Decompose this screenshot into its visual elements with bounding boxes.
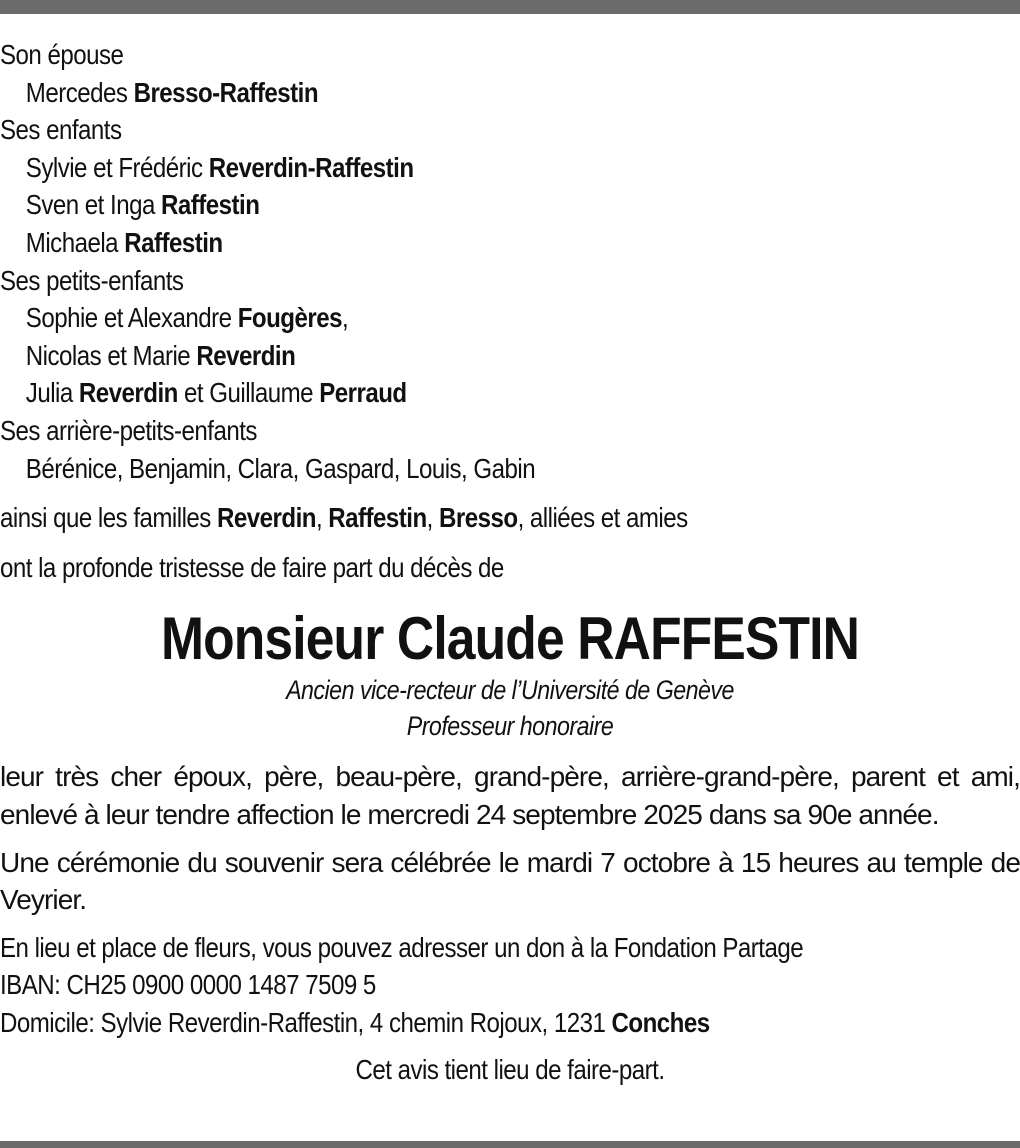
tribute-paragraph: leur très cher époux, père, beau-père, grand-père, arrière-grand-père, parent et ami, enlevé à leur tendre affection le mercredi 24 septembre 2025 dans sa 90e année. — [0, 761, 1020, 830]
deceased-title-2: Professeur honoraire — [406, 711, 614, 742]
families-line: ainsi que les familles Reverdin, Raffestin, Bresso, alliées et amies — [0, 502, 688, 534]
grandchildren-heading: Ses petits-enfants — [0, 264, 184, 296]
child-entry: Sven et Inga Raffestin — [25, 189, 260, 221]
announcement-line: ont la profonde tristesse de faire part du décès de — [0, 551, 504, 583]
bottom-rule — [0, 1141, 1020, 1148]
deceased-title-1: Ancien vice-recteur de l’Université de Genève — [286, 675, 734, 706]
closing-line: Cet avis tient lieu de faire-part. — [355, 1054, 665, 1086]
iban-line: IBAN: CH25 0900 0000 1487 7509 5 — [0, 969, 376, 1001]
spouse-heading: Son épouse — [0, 39, 124, 70]
donation-line: En lieu et place de fleurs, vous pouvez adresser un don à la Fondation Partage — [0, 931, 804, 963]
grandchild-entry: Sophie et Alexandre Fougères, — [25, 302, 349, 334]
deceased-name: Monsieur Claude RAFFESTIN — [160, 605, 860, 673]
ceremony-paragraph: Une cérémonie du souvenir sera célébrée le mardi 7 octobre à 15 heures au temple de Veyrier. — [0, 846, 1020, 916]
obituary-notice — [0, 36, 1020, 1089]
great-grandchildren-names: Bérénice, Benjamin, Clara, Gaspard, Louis, Gabin — [25, 452, 536, 484]
child-entry: Sylvie et Frédéric Reverdin-Raffestin — [25, 151, 414, 183]
great-grandchildren-heading: Ses arrière-petits-enfants — [0, 414, 257, 446]
children-heading: Ses enfants — [0, 114, 122, 146]
spouse-name: Mercedes Bresso-Raffestin — [25, 76, 319, 108]
top-rule — [0, 0, 1020, 14]
grandchild-couple-entry: Julia Reverdin et Guillaume Perraud — [25, 377, 407, 409]
grandchild-entry: Nicolas et Marie Reverdin — [25, 339, 296, 371]
domicile-line: Domicile: Sylvie Reverdin-Raffestin, 4 chemin Rojoux, 1231 Conches — [0, 1006, 710, 1038]
child-entry: Michaela Raffestin — [25, 226, 223, 258]
